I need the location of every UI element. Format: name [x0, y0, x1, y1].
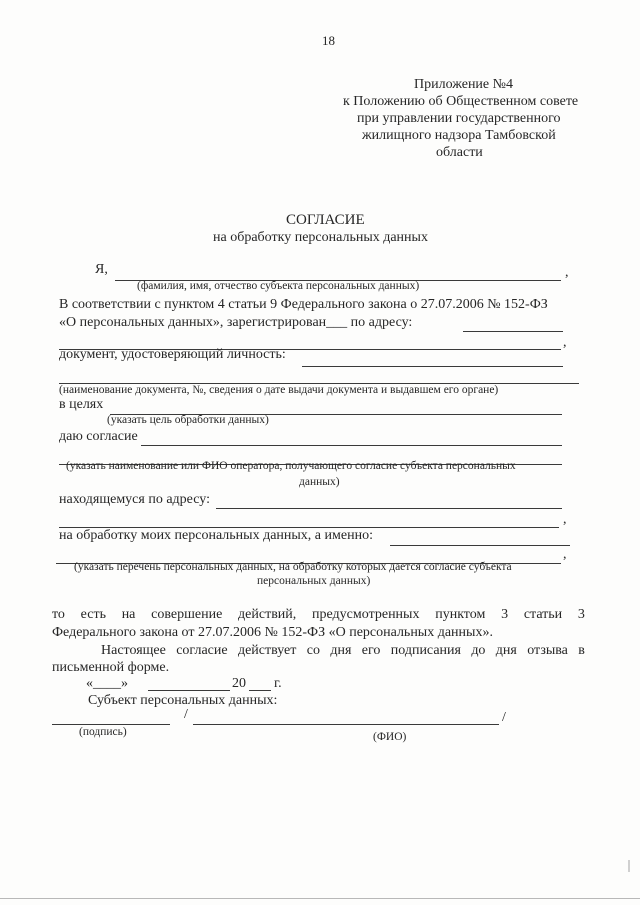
data-list-hint-2: персональных данных) — [257, 575, 371, 587]
operator-hint-2: данных) — [299, 476, 340, 488]
slash-1: / — [184, 707, 188, 722]
appendix-line-3: при управлении государственного — [357, 111, 561, 126]
basis-line: В соответствии с пунктом 4 статьи 9 Федерального закона о 27.07.2006 № 152-ФЗ — [59, 297, 548, 312]
page-number: 18 — [322, 33, 335, 48]
address-field-line-1[interactable] — [463, 331, 563, 332]
address-comma: , — [563, 335, 567, 350]
fio-hint-bottom: (ФИО) — [373, 731, 407, 743]
data-list-line-1[interactable] — [390, 545, 570, 546]
processing-label: на обработку моих персональных данных, а именно: — [59, 528, 373, 543]
appendix-line-2: к Положению об Общественном совете — [343, 94, 579, 109]
operator-address-comma: , — [563, 512, 567, 527]
appendix-line-5: области — [436, 145, 483, 160]
paragraph-1-line-1: то есть на совершение действий, предусмотренных пунктом 3 статьи 3 — [52, 607, 585, 622]
scan-artifact — [628, 860, 630, 872]
signature-line[interactable] — [52, 724, 170, 725]
document-subtitle: на обработку персональных данных — [213, 230, 428, 245]
ya-label: Я, — [95, 262, 108, 277]
located-label: находящемуся по адресу: — [59, 492, 210, 507]
operator-field-line-1[interactable] — [141, 445, 562, 446]
appendix-line-1: Приложение №4 — [414, 77, 513, 92]
ya-comma: , — [565, 265, 569, 280]
scan-bottom-edge — [0, 898, 640, 899]
fio-sign-line[interactable] — [193, 724, 499, 725]
appendix-line-4: жилищного надзора Тамбовской — [362, 128, 556, 143]
paragraph-1-line-2: Федерального закона от 27.07.2006 № 152-ФЗ «О персональных данных». — [52, 625, 493, 640]
purpose-label: в целях — [59, 397, 104, 412]
purpose-hint: (указать цель обработки данных) — [107, 414, 269, 426]
data-list-comma: , — [563, 547, 567, 562]
document-hint: (наименование документа, №, сведения о дате выдачи документа и выдавшем его органе) — [59, 384, 499, 396]
date-year-line[interactable] — [249, 690, 271, 691]
slash-2: / — [502, 710, 506, 725]
document-label: документ, удостоверяющий личность: — [59, 347, 286, 362]
registered-line: «О персональных данных», зарегистрирован___ по адресу: — [59, 315, 413, 330]
date-year-suffix: г. — [274, 676, 282, 691]
signature-hint: (подпись) — [79, 726, 127, 738]
paragraph-2-line-2: письменной форме. — [52, 660, 170, 675]
subject-label: Субъект персональных данных: — [88, 693, 278, 708]
data-list-hint-1: (указать перечень персональных данных, на обработку которых дается согласие субъекта — [74, 561, 512, 573]
document-field-line-1[interactable] — [302, 366, 563, 367]
operator-hint-1: (указать наименование или ФИО оператора, получающего согласие субъекта персональных — [66, 460, 516, 472]
date-year-prefix: 20 — [232, 676, 246, 691]
document-title: СОГЛАСИЕ — [286, 212, 365, 228]
operator-address-line-1[interactable] — [216, 508, 562, 509]
fio-hint: (фамилия, имя, отчество субъекта персональных данных) — [137, 280, 420, 292]
date-day-quote: «____» — [86, 676, 128, 691]
paragraph-2-line-1: Настоящее согласие действует со дня его подписания до дня отзыва в — [101, 643, 585, 658]
consent-label: даю согласие — [59, 429, 138, 444]
date-month-line[interactable] — [148, 690, 230, 691]
